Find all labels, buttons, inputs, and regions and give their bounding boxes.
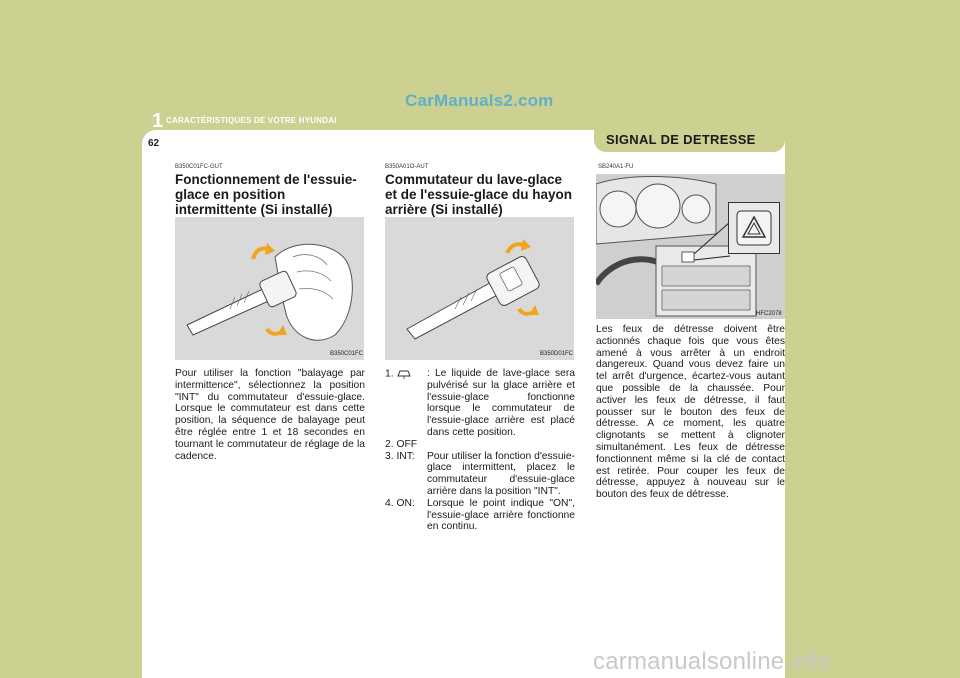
section-code-3: SB240A1-FU <box>598 164 634 170</box>
paragraph-intermittent-wiper: Pour utiliser la fonction "balayage par intermittence", sélectionnez la position "INT" du commutateur d'essuie-glace. Lorsque le commutateur est dans cette position, la séquence de balayage peut être réglée entre 1 et 18 secondes en tournant le commutateur de réglage de la cadence. <box>175 368 365 462</box>
watermark-top[interactable]: CarManuals2.com <box>405 91 554 110</box>
section-title: SIGNAL DE DETRESSE <box>606 132 756 147</box>
hazard-triangle-icon <box>729 203 779 253</box>
paragraph-hazard-lights: Les feux de détresse doivent être actionnés chaque fois que vous êtes amené à vous arrêter à un endroit dangereux. Quand vous devez faire un tel arrêt d'urgence, écartez-vous autant que possible de la chaussée. Pour activer les feux de détresse, il faut pousser sur le bouton des feux de détresse. A ce moment, les quatre clignotants se mettent à clignoter simultanément. Les feux de détresse fonctionnent même si la clé de contact est retirée. Pour couper les feux de détresse, appuyez à nouveau sur le bouton des feux de détresse. <box>596 324 785 501</box>
list-item-label: 1. <box>385 368 427 439</box>
list-item <box>385 368 575 439</box>
chapter-number: 1 <box>152 110 164 132</box>
section-tab <box>594 130 785 152</box>
figure-rear-wiper-lever <box>385 217 574 360</box>
figure-code-2: B350D01FC <box>540 351 574 357</box>
list-item <box>385 451 575 498</box>
list-item-label: 4. ON: <box>385 497 415 509</box>
heading-rear-washer: Commutateur du lave-glace et de l'essuie-glace du hayon arrière (Si installé) <box>385 172 573 217</box>
list-item <box>385 439 575 451</box>
list-item-label: 3. INT: <box>385 450 415 462</box>
section-code-1: B350C01FC-GUT <box>175 164 223 170</box>
watermark-bottom[interactable]: carmanualsonline.info <box>593 648 831 675</box>
list-item <box>385 498 575 533</box>
washer-spray-icon <box>396 368 412 380</box>
rear-wiper-lever-illustration <box>385 217 574 360</box>
list-item-text: : Le liquide de lave-glace sera pulvérisé sur la glace arrière et l'essuie-glace fonctionne lorsque le commutateur de l'essuie-glace arrière est placé dans cette position. <box>427 368 575 438</box>
instrument-cluster <box>596 177 716 245</box>
hazard-button-callout <box>728 202 780 254</box>
rear-wiper-stalk <box>407 255 541 339</box>
list-item-text: Pour utiliser la fonction d'essuie-glace intermittent, placez le commutateur d'essuie-glace arrière dans la position "INT". <box>427 450 575 497</box>
figure-wiper-lever-hand <box>175 217 364 360</box>
heading-intermittent-wiper: Fonctionnement de l'essuie-glace en position intermittente (Si installé) <box>175 172 357 217</box>
figure-code-3: HFC2078 <box>756 311 782 317</box>
chapter-title: CARACTÉRISTIQUES DE VOTRE HYUNDAI <box>166 116 337 125</box>
list-item-text <box>427 439 575 451</box>
page-number: 62 <box>148 138 160 149</box>
center-console <box>656 246 756 316</box>
wiper-lever-illustration <box>175 217 364 360</box>
list-item-text: Lorsque le point indique "ON", l'essuie-glace arrière fonctionne en continu. <box>427 497 575 533</box>
figure-hazard-dashboard <box>596 174 785 319</box>
section-code-2: B350A01O-AUT <box>385 164 429 170</box>
wiper-stalk <box>187 270 298 335</box>
list-item-label: 2. OFF <box>385 438 418 450</box>
figure-code-1: B350C01FC <box>330 351 364 357</box>
rear-washer-list <box>385 368 575 533</box>
